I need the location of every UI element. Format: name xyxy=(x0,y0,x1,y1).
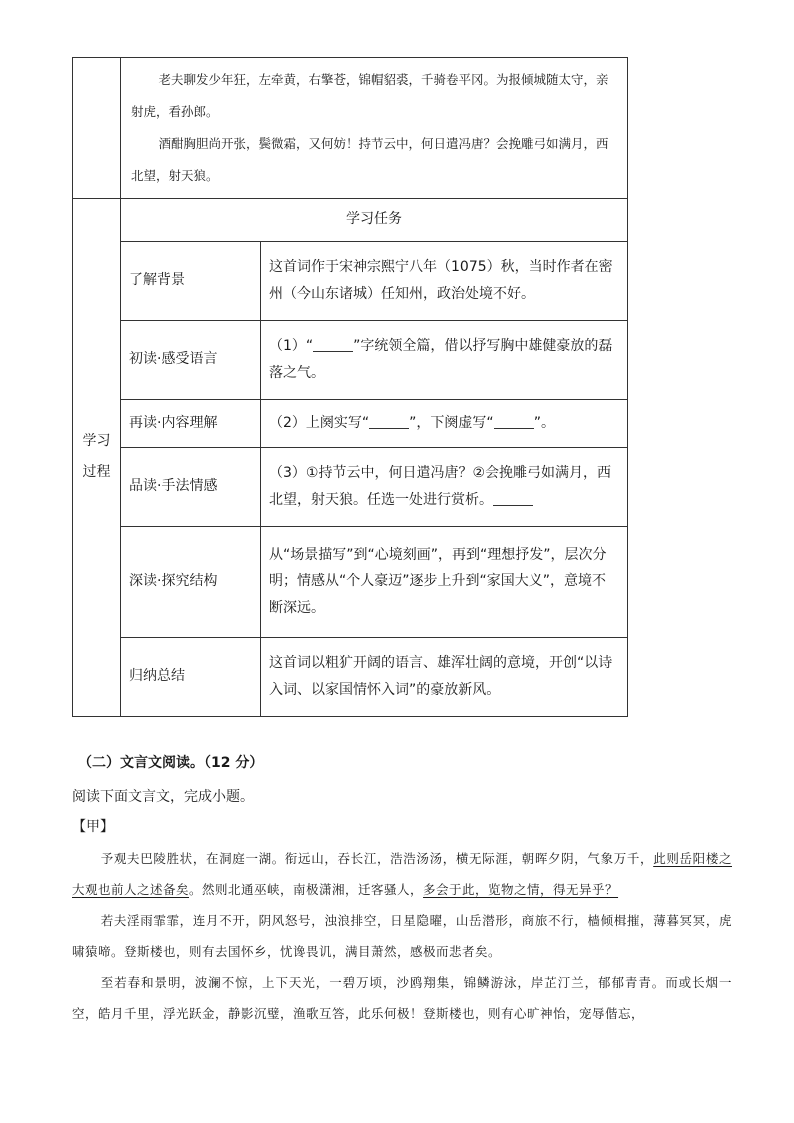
answer-blank[interactable] xyxy=(369,414,409,429)
q1-text-a: （1）“ xyxy=(269,337,314,354)
paragraph-3: 至若春和景明，波澜不惊，上下天光，一碧万顷，沙鸥翔集，锦鳞游泳，岸芷汀兰，郁郁青青。而或长烟一空，皓月千里，浮光跃金，静影沉璧，渔歌互答，此乐何极！登斯楼也，则有心旷神怡，宠辱偕忘， xyxy=(72,975,732,1021)
paragraph-2: 若夫淫雨霏霏，连月不开，阴风怒号，浊浪排空，日星隐曜，山岳潜形，商旅不行，樯倾楫摧，薄暮冥冥，虎啸猿啼。登斯楼也，则有去国怀乡，忧谗畏讥，满目萧然，感极而悲者矣。 xyxy=(72,913,732,959)
poem-stanza-1: 老夫聊发少年狂，左牵黄，右擎苍，锦帽貂裘，千骑卷平冈。为报倾城随太守，亲射虎，看孙郎。 xyxy=(131,72,609,119)
q2-text-b: ”，下阕虚写“ xyxy=(409,414,494,431)
content-background: 这首词作于宋神宗熙宁八年（1075）秋，当时作者在密州（今山东诸城）任知州，政治处境不好。 xyxy=(261,241,628,320)
classical-passage xyxy=(72,843,732,1029)
underlined-sentence-2: 多会于此，览物之情，得无异乎？ xyxy=(423,882,619,897)
content-deep-read: 从“场景描写”到“心境刻画”，再到“理想抒发”，层次分明；情感从“个人豪迈”逐步上升到“家国大义”，意境不断深远。 xyxy=(261,526,628,637)
stage-second-read: 再读·内容理解 xyxy=(121,399,261,447)
blank-side-cell xyxy=(73,58,121,199)
side-label-text: 学习过程 xyxy=(82,433,111,480)
answer-blank[interactable] xyxy=(313,337,353,352)
side-label xyxy=(73,198,121,716)
q3-text: （3）①持节云中，何日遣冯唐？②会挽雕弓如满月，西北望，射天狼。任选一处进行赏析。 xyxy=(269,464,612,508)
task-header: 学习任务 xyxy=(121,198,628,241)
passage-label: 【甲】 xyxy=(72,819,114,835)
q2-text-c: ”。 xyxy=(533,414,555,431)
answer-blank[interactable] xyxy=(493,491,533,506)
stage-first-read: 初读·感受语言 xyxy=(121,320,261,399)
paragraph-1 xyxy=(72,843,732,905)
underlined-sentence-1: 此则岳阳楼之大观也前人之述备矣 xyxy=(72,851,732,897)
section-title: （二）文言文阅读。（12 分） xyxy=(78,755,264,771)
stage-deep-read: 深读·探究结构 xyxy=(121,526,261,637)
stage-appreciation: 品读·手法情感 xyxy=(121,447,261,526)
q1-text-b: ”字统领全篇，借以抒写胸中雄健豪放的磊落之气。 xyxy=(269,337,613,381)
p1-text-b: 。然则北通巫峡，南极潇湘，迁客骚人， xyxy=(189,882,424,897)
q2-text-a: （2）上阕实写“ xyxy=(269,414,370,431)
poem-stanza-2: 酒酣胸胆尚开张，鬓微霜，又何妨！持节云中，何日遣冯唐？会挽雕弓如满月，西北望，射天狼。 xyxy=(131,135,609,183)
content-second-read xyxy=(261,399,628,447)
poem-cell xyxy=(121,58,628,199)
answer-blank[interactable] xyxy=(494,414,534,429)
stage-background: 了解背景 xyxy=(121,241,261,320)
stage-summary: 归纳总结 xyxy=(121,637,261,716)
study-table xyxy=(72,57,628,717)
content-first-read xyxy=(261,320,628,399)
p1-text-a: 予观夫巴陵胜状，在洞庭一湖。衔远山，吞长江，浩浩汤汤，横无际涯，朝晖夕阴，气象万千， xyxy=(100,851,654,866)
instruction: 阅读下面文言文，完成小题。 xyxy=(72,789,254,805)
content-summary: 这首词以粗犷开阔的语言、雄浑壮阔的意境，开创“以诗入词、以家国情怀入词”的豪放新风。 xyxy=(261,637,628,716)
content-appreciation xyxy=(261,447,628,526)
